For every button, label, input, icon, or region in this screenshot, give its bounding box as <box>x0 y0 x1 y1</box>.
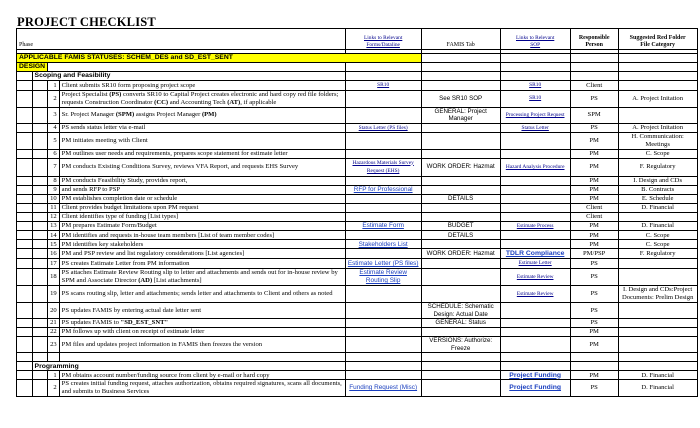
famis-tab <box>421 259 500 269</box>
task-description: PS updates FAMIS by entering actual date letter sent <box>59 302 345 318</box>
design-label: DESIGN <box>17 63 48 72</box>
task-description: PM identifies and requests in-house team members [List of team member codes] <box>59 231 345 240</box>
table-row <box>17 212 698 221</box>
sop-link[interactable]: TDLR Compliance <box>500 249 570 259</box>
sop-link <box>500 133 570 149</box>
table-row <box>17 328 698 337</box>
step-number: 22 <box>48 328 60 337</box>
table-row <box>17 185 698 194</box>
responsible-person: PS <box>570 380 618 396</box>
folder-category <box>618 302 697 318</box>
step-number: 14 <box>48 231 60 240</box>
header-folder-category: Suggested Red Folder File Category <box>618 29 697 50</box>
task-description: PM conducts Existing Conditions Survey, reviews VFA Report, and requests EHS Survey <box>59 158 345 176</box>
step-number: 8 <box>48 176 60 185</box>
indent-cell <box>32 328 48 337</box>
indent-cell <box>32 90 48 107</box>
indent-cell <box>32 107 48 123</box>
sop-link[interactable]: Estimate Review <box>500 268 570 285</box>
responsible-person: Client <box>570 81 618 91</box>
header-sop-links: Links to Relevant SOP <box>500 29 570 50</box>
indent-cell <box>17 107 33 123</box>
step-number: 1 <box>48 81 60 91</box>
famis-tab <box>421 185 500 194</box>
task-description: Client identifies type of funding [List types] <box>59 212 345 221</box>
indent-cell <box>32 240 48 249</box>
table-row <box>17 194 698 203</box>
indent-cell <box>17 249 33 259</box>
responsible-person: PM/PSP <box>570 249 618 259</box>
step-number: 17 <box>48 259 60 269</box>
indent-cell <box>32 158 48 176</box>
form-link <box>345 328 421 337</box>
folder-category: D. Financial <box>618 371 697 380</box>
indent-cell <box>32 371 48 380</box>
famis-tab: BUDGET <box>421 221 500 231</box>
indent-cell <box>17 328 33 337</box>
sop-link[interactable]: Processing Project Request <box>500 107 570 123</box>
task-description: PM establishes completion date or schedule <box>59 194 345 203</box>
form-link <box>345 176 421 185</box>
sop-link[interactable]: Project Funding <box>500 371 570 380</box>
table-row <box>17 133 698 149</box>
folder-category: C. Scope <box>618 149 697 158</box>
responsible-person: PM <box>570 133 618 149</box>
famis-tab: GENERAL: Project Manager <box>421 107 500 123</box>
form-link <box>345 285 421 302</box>
form-link <box>345 194 421 203</box>
responsible-person: PM <box>570 337 618 353</box>
step-number: 21 <box>48 319 60 328</box>
form-link[interactable]: Hazardous Materials Survey Request (EHS) <box>345 158 421 176</box>
section-scoping: Scoping and Feasibility <box>32 72 345 81</box>
task-description: PM files and updates project information in FAMIS then freezes the version <box>59 337 345 353</box>
sop-link[interactable]: SR10 <box>500 90 570 107</box>
responsible-person: SPM <box>570 107 618 123</box>
header-famis-tab: FAMIS Tab <box>421 29 500 50</box>
step-number: 1 <box>48 371 60 380</box>
indent-cell <box>17 268 33 285</box>
step-number: 10 <box>48 194 60 203</box>
folder-category: D. Financial <box>618 221 697 231</box>
indent-cell <box>17 319 33 328</box>
header-phase: Phase <box>17 29 346 50</box>
task-description: and sends RFP to PSP <box>59 185 345 194</box>
step-number: 23 <box>48 337 60 353</box>
famis-tab <box>421 371 500 380</box>
table-row <box>17 268 698 285</box>
form-link <box>345 149 421 158</box>
indent-cell <box>32 133 48 149</box>
indent-cell <box>32 149 48 158</box>
header-responsible-person: Responsible Person <box>570 29 618 50</box>
folder-category: F. Regulatory <box>618 158 697 176</box>
responsible-person: Client <box>570 212 618 221</box>
task-description: PS attaches Estimate Review Routing slip to letter and attachments and sends out for in-house review by SPM and Associate Director (AD) [List attachments] <box>59 268 345 285</box>
indent-cell <box>17 231 33 240</box>
indent-cell <box>17 380 33 396</box>
form-link[interactable]: RFP for Professional <box>345 185 421 194</box>
sop-link[interactable]: Project Funding <box>500 380 570 396</box>
step-number: 2 <box>48 90 60 107</box>
sop-link <box>500 185 570 194</box>
indent-cell <box>17 259 33 269</box>
responsible-person: PM <box>570 240 618 249</box>
responsible-person: PM <box>570 328 618 337</box>
step-number: 19 <box>48 285 60 302</box>
famis-tab: DETAILS <box>421 231 500 240</box>
indent-cell <box>17 133 33 149</box>
famis-tab <box>421 240 500 249</box>
famis-tab: VERSIONS: Authorize: Freeze <box>421 337 500 353</box>
table-row <box>17 380 698 396</box>
folder-category: E. Schedule <box>618 194 697 203</box>
folder-category: D. Financial <box>618 203 697 212</box>
indent-cell <box>17 212 33 221</box>
step-number: 6 <box>48 149 60 158</box>
sop-link <box>500 319 570 328</box>
task-description: PS scans routing slip, letter and attachments; sends letter and attachments to Client and others as noted <box>59 285 345 302</box>
famis-tab <box>421 176 500 185</box>
table-row <box>17 240 698 249</box>
table-row <box>17 176 698 185</box>
responsible-person: PS <box>570 302 618 318</box>
famis-tab <box>421 268 500 285</box>
famis-tab <box>421 212 500 221</box>
indent-cell <box>32 319 48 328</box>
sop-link[interactable]: Estimate Process <box>500 221 570 231</box>
form-link <box>345 231 421 240</box>
form-link[interactable]: Stakeholders List <box>345 240 421 249</box>
folder-category: A. Project Initation <box>618 90 697 107</box>
task-description: PM prepares Estimate Form/Budget <box>59 221 345 231</box>
task-description: PS creates initial funding request, attaches authorization, obtains required signatures, scans all documents, and submits to Business Services <box>59 380 345 396</box>
indent-cell <box>17 81 33 91</box>
indent-cell <box>32 221 48 231</box>
indent-cell <box>17 158 33 176</box>
indent-cell <box>32 212 48 221</box>
sop-link[interactable]: SR10 <box>500 81 570 91</box>
table-row <box>17 249 698 259</box>
sop-link[interactable]: Estimate Review <box>500 285 570 302</box>
indent-cell <box>17 221 33 231</box>
responsible-person: PM <box>570 185 618 194</box>
indent-cell <box>32 194 48 203</box>
table-row <box>17 81 698 91</box>
step-number: 5 <box>48 133 60 149</box>
famis-tab: WORK ORDER: Hazmat <box>421 249 500 259</box>
famis-tab <box>421 133 500 149</box>
step-number: 7 <box>48 158 60 176</box>
indent-cell <box>17 302 33 318</box>
table-row <box>17 107 698 123</box>
task-description: Client submits SR10 form proposing project scope <box>59 81 345 91</box>
task-description: PM conducts Feasibility Study, provides report, <box>59 176 345 185</box>
folder-category <box>618 328 697 337</box>
sop-link <box>500 231 570 240</box>
applicable-statuses: APPLICABLE FAMIS STATUSES: SCHEM_DES and SD_EST_SENT <box>17 54 422 63</box>
form-link[interactable]: Estimate Letter (PS files) <box>345 259 421 269</box>
task-description: Client provides budget limitations upon PM request <box>59 203 345 212</box>
sop-link[interactable]: Hazard Analysis Procedure <box>500 158 570 176</box>
table-row <box>17 319 698 328</box>
task-description: PM initiates meeting with Client <box>59 133 345 149</box>
table-row <box>17 158 698 176</box>
header-forms-links: Links to Relevant Forms/Dataline <box>345 29 421 50</box>
form-link[interactable]: SR10 <box>345 81 421 91</box>
folder-category: A. Project Initation <box>618 123 697 133</box>
task-description: PM follows up with client on receipt of estimate letter <box>59 328 345 337</box>
step-number: 15 <box>48 240 60 249</box>
step-number: 18 <box>48 268 60 285</box>
responsible-person: Client <box>570 203 618 212</box>
table-row <box>17 259 698 269</box>
form-link <box>345 203 421 212</box>
step-number: 9 <box>48 185 60 194</box>
form-link <box>345 319 421 328</box>
famis-tab <box>421 285 500 302</box>
form-link <box>345 337 421 353</box>
form-link <box>345 212 421 221</box>
responsible-person: PS <box>570 268 618 285</box>
sop-link <box>500 149 570 158</box>
indent-cell <box>32 268 48 285</box>
responsible-person: PS <box>570 285 618 302</box>
table-row <box>17 149 698 158</box>
task-description: PM identifies key stakeholders <box>59 240 345 249</box>
table-row <box>17 231 698 240</box>
indent-cell <box>17 185 33 194</box>
form-link <box>345 133 421 149</box>
form-link <box>345 107 421 123</box>
responsible-person: PM <box>570 371 618 380</box>
folder-category <box>618 259 697 269</box>
page-title: PROJECT CHECKLIST <box>17 15 156 29</box>
step-number: 11 <box>48 203 60 212</box>
step-number: 4 <box>48 123 60 133</box>
responsible-person: PS <box>570 90 618 107</box>
responsible-person: PM <box>570 221 618 231</box>
task-description: PS sends status letter via e-mail <box>59 123 345 133</box>
indent-cell <box>32 123 48 133</box>
task-description: PS updates FAMIS to "SD_EST_SNT" <box>59 319 345 328</box>
responsible-person: PS <box>570 123 618 133</box>
folder-category: B. Contracts <box>618 185 697 194</box>
indent-cell <box>32 176 48 185</box>
form-link[interactable]: Status Letter (PS files) <box>345 123 421 133</box>
indent-cell <box>17 203 33 212</box>
indent-cell <box>32 302 48 318</box>
folder-category <box>618 337 697 353</box>
responsible-person: PS <box>570 259 618 269</box>
table-row <box>17 90 698 107</box>
form-link <box>345 371 421 380</box>
indent-cell <box>17 371 33 380</box>
indent-cell <box>17 194 33 203</box>
responsible-person: PM <box>570 149 618 158</box>
indent-cell <box>17 240 33 249</box>
form-link[interactable]: Funding Request (Misc) <box>345 380 421 396</box>
responsible-person: PS <box>570 319 618 328</box>
sop-link <box>500 203 570 212</box>
indent-cell <box>17 176 33 185</box>
famis-tab <box>421 203 500 212</box>
folder-category: C. Scope <box>618 240 697 249</box>
form-link <box>345 249 421 259</box>
indent-cell <box>32 337 48 353</box>
famis-tab <box>421 380 500 396</box>
table-row <box>17 123 698 133</box>
sop-link <box>500 240 570 249</box>
responsible-person: PM <box>570 158 618 176</box>
sop-link <box>500 302 570 318</box>
indent-cell <box>32 259 48 269</box>
famis-tab <box>421 149 500 158</box>
form-link <box>345 90 421 107</box>
indent-cell <box>17 149 33 158</box>
famis-tab: GENERAL: Status <box>421 319 500 328</box>
folder-category: D. Financial <box>618 380 697 396</box>
indent-cell <box>17 90 33 107</box>
indent-cell <box>17 123 33 133</box>
table-row <box>17 221 698 231</box>
sop-link <box>500 337 570 353</box>
famis-tab: SCHEDULE: Schematic Design: Actual Date <box>421 302 500 318</box>
indent-cell <box>32 249 48 259</box>
sop-link <box>500 212 570 221</box>
famis-tab <box>421 123 500 133</box>
form-link[interactable]: Estimate Review Routing Slip <box>345 268 421 285</box>
section-programming: Programming <box>32 362 345 371</box>
indent-cell <box>32 81 48 91</box>
sop-link[interactable]: Estimate Letter <box>500 259 570 269</box>
task-description: PM outlines user needs and requirements, prepares scope statement for estimate letter <box>59 149 345 158</box>
sop-link[interactable]: Status Letter <box>500 123 570 133</box>
indent-cell <box>32 285 48 302</box>
checklist-table <box>16 28 698 397</box>
table-row <box>17 203 698 212</box>
famis-tab <box>421 328 500 337</box>
famis-tab: WORK ORDER: Hazmat <box>421 158 500 176</box>
sop-link <box>500 194 570 203</box>
step-number: 2 <box>48 380 60 396</box>
folder-category: H. Communication: Meetings <box>618 133 697 149</box>
form-link <box>345 302 421 318</box>
table-row <box>17 302 698 318</box>
task-description: PM and PSP review and list regulatory considerations [List agencies] <box>59 249 345 259</box>
table-row <box>17 285 698 302</box>
famis-tab: See SR10 SOP <box>421 90 500 107</box>
famis-tab <box>421 81 500 91</box>
step-number: 12 <box>48 212 60 221</box>
step-number: 13 <box>48 221 60 231</box>
indent-cell <box>17 285 33 302</box>
responsible-person: PM <box>570 176 618 185</box>
table-row <box>17 371 698 380</box>
step-number: 20 <box>48 302 60 318</box>
folder-category: I. Design and CDs:Project Documents: Prelim Design <box>618 285 697 302</box>
folder-category: F. Regulatory <box>618 249 697 259</box>
folder-category: I. Design and CDs <box>618 176 697 185</box>
table-row <box>17 337 698 353</box>
form-link[interactable]: Estimate Form <box>345 221 421 231</box>
responsible-person: PM <box>570 194 618 203</box>
task-description: PM obtains account number/funding source from client by e-mail or hard copy <box>59 371 345 380</box>
task-description: Project Specialist (PS) converts SR10 to Capital Project creates electronic and hard copy red file folders; requests Construction Coordinator (CC) and Accounting Tech (AT), if applicable <box>59 90 345 107</box>
indent-cell <box>32 203 48 212</box>
indent-cell <box>32 185 48 194</box>
indent-cell <box>32 380 48 396</box>
folder-category <box>618 268 697 285</box>
task-description: Sr. Project Manager (SPM) assigns Project Manager (PM) <box>59 107 345 123</box>
sop-link <box>500 176 570 185</box>
famis-tab: DETAILS <box>421 194 500 203</box>
folder-category <box>618 81 697 91</box>
folder-category <box>618 107 697 123</box>
folder-category <box>618 212 697 221</box>
task-description: PS creates Estimate Letter from PM information <box>59 259 345 269</box>
sop-link <box>500 328 570 337</box>
indent-cell <box>17 337 33 353</box>
step-number: 16 <box>48 249 60 259</box>
folder-category: C. Scope <box>618 231 697 240</box>
folder-category <box>618 319 697 328</box>
responsible-person: PM <box>570 231 618 240</box>
step-number: 3 <box>48 107 60 123</box>
indent-cell <box>32 231 48 240</box>
